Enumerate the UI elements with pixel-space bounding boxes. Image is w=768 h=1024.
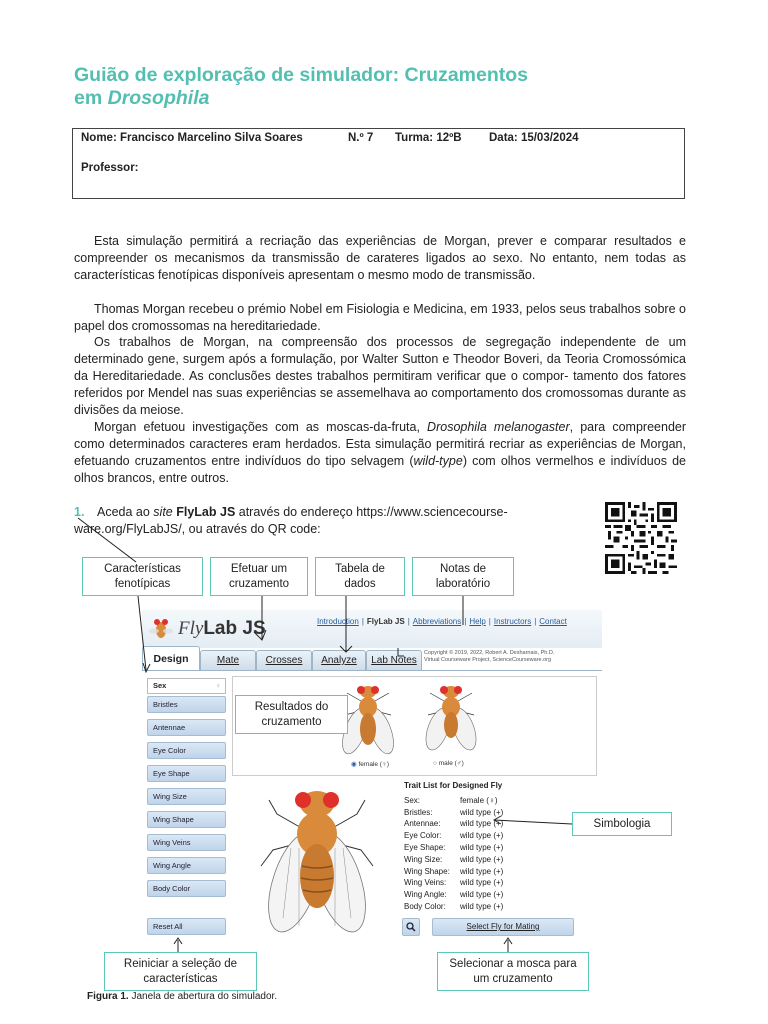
- student-class: Turma: 12ºB: [395, 132, 462, 144]
- trait-row: [404, 866, 503, 878]
- trait-button-bristles[interactable]: Bristles: [147, 696, 226, 713]
- tab-design[interactable]: Design: [142, 646, 200, 670]
- trait-key: Bristles:: [404, 807, 433, 817]
- trait-button-eye-shape[interactable]: Eye Shape: [147, 765, 226, 782]
- student-name: Nome: Francisco Marcelino Silva Soares: [81, 132, 303, 144]
- paragraph-4-e: ) com olhos vermelhos e indivíduos de olhos brancos, entre outros.: [74, 453, 686, 485]
- paragraph-4-species: Drosophila melanogaster: [427, 420, 570, 434]
- trait-button-wing-size[interactable]: Wing Size: [147, 788, 226, 805]
- trait-key: Wing Veins:: [404, 878, 447, 888]
- trait-row: [404, 901, 503, 913]
- flylab-header: [142, 610, 602, 648]
- student-number: N.º 7: [348, 132, 374, 144]
- student-date: Data: 15/03/2024: [489, 132, 579, 144]
- step-number: 1.: [74, 505, 85, 519]
- callout-results: Resultados do cruzamento: [235, 695, 348, 734]
- trait-button-eye-color[interactable]: Eye Color: [147, 742, 226, 759]
- nav-instructors[interactable]: Instructors: [493, 617, 532, 626]
- designed-fly-image[interactable]: [247, 778, 387, 938]
- step-1-site: site: [153, 505, 173, 519]
- fly-logo-icon: [148, 615, 174, 641]
- trait-key: Wing Shape:: [404, 866, 450, 876]
- tab-divider: [142, 670, 602, 671]
- title-line-2: [74, 87, 528, 110]
- trait-key: Antennae:: [404, 819, 441, 829]
- trait-button-wing-veins[interactable]: Wing Veins: [147, 834, 226, 851]
- caption-label: Figura 1.: [87, 991, 129, 1002]
- sex-select-value: Sex: [153, 681, 167, 690]
- figure-caption: [87, 991, 277, 1002]
- trait-value: wild type (+): [460, 842, 504, 852]
- trait-list-title: Trait List for Designed Fly: [404, 781, 503, 790]
- callout-lab-notes: Notas de laboratório: [412, 557, 514, 596]
- title-italic: Drosophila: [107, 87, 210, 109]
- trait-row: [404, 854, 503, 866]
- tab-lab-notes[interactable]: Lab Notes: [366, 650, 422, 670]
- flylab-logo: [178, 618, 266, 640]
- trait-value: wild type (+): [460, 890, 504, 900]
- trait-list: [404, 780, 503, 913]
- callout-reset: Reiniciar a seleção de características: [104, 952, 257, 991]
- nav-abbreviations[interactable]: Abbreviations: [412, 617, 462, 626]
- trait-button-wing-shape[interactable]: Wing Shape: [147, 811, 226, 828]
- trait-key: Eye Shape:: [404, 842, 446, 852]
- logo-lab-text: Lab JS: [203, 618, 266, 639]
- paragraph-1-text: Esta simulação permitirá a recriação das experiências de Morgan, prever e comparar resultados e compreender os mecanismos da transmissão de carateres ligados ao sexo. No entanto, nem todas as características fenotípicas disponíveis apresentam o mesmo modo de transmissão.: [74, 234, 686, 282]
- trait-value: wild type (+): [460, 854, 504, 864]
- paragraph-2-text: Thomas Morgan recebeu o prémio Nobel em Fisiologia e Medicina, em 1933, pelos seus trabalhos sobre o papel dos cromossomas na hereditariedade.: [74, 302, 686, 333]
- nav-flylab[interactable]: FlyLab JS: [366, 617, 405, 626]
- radio-selected-icon: ◉: [351, 761, 357, 768]
- step-1-a: Aceda ao: [97, 505, 154, 519]
- magnifier-icon: [406, 922, 416, 932]
- callout-data-table: Tabela de dados: [315, 557, 405, 596]
- callout-cross: Efetuar um cruzamento: [210, 557, 308, 596]
- paragraph-4-wildtype: wild-type: [413, 453, 463, 468]
- trait-value: wild type (+): [460, 807, 504, 817]
- tab-analyze[interactable]: Analyze: [312, 650, 366, 670]
- trait-button-antennae[interactable]: Antennae: [147, 719, 226, 736]
- paragraph-4-a: Morgan efetuou investigações com as moscas-da-fruta,: [94, 420, 428, 434]
- tab-crosses[interactable]: Crosses: [256, 650, 312, 670]
- trait-button-body-color[interactable]: Body Color: [147, 880, 226, 897]
- paragraph-4: [74, 419, 686, 487]
- paragraph-2: [74, 301, 686, 335]
- copyright-line-1: Copyright © 2019, 2022, Robert A. Desharnais, Ph.D.: [424, 650, 555, 656]
- male-fly-image[interactable]: [416, 679, 486, 759]
- student-info-row: [81, 132, 579, 144]
- step-1-flylab: FlyLab JS: [176, 505, 236, 519]
- paragraph-3-text: Os trabalhos de Morgan, na compreensão dos processos de segregação independente de um determinado gene, surgem após a formulação, por Walter Sutton e Theodor Boveri, da Teoria Cromossómica da Hereditariedade. As conclusões destes trabalhos permitiram verificar que o compor- tamento dos fatores referidos por Mendel nas suas experiências se assemelhava ao comportamento dos cromossomas durante as divisões da meiose.: [74, 335, 686, 417]
- paragraph-4-c: , para compreender como determinados caracteres eram herdados. Esta simulação permitirá recriar as experiências de Morgan, efetuando cruzamentos entre indivíduos do tipo selvagem (: [74, 420, 687, 468]
- trait-key: Body Color:: [404, 901, 446, 911]
- trait-value: female (♀): [460, 795, 498, 805]
- trait-key: Wing Angle:: [404, 890, 447, 900]
- copyright-line-2: Virtual Courseware Project, ScienceCourseware.org: [424, 657, 552, 663]
- logo-fly-text: Fly: [178, 618, 204, 639]
- tab-mate[interactable]: Mate: [200, 650, 256, 670]
- paragraph-1: [74, 233, 686, 284]
- callout-traits: Características fenotípicas: [82, 557, 203, 596]
- trait-key: Wing Size:: [404, 854, 443, 864]
- trait-value: wild type (+): [460, 819, 504, 829]
- trait-value: wild type (+): [460, 866, 504, 876]
- female-symbol-icon: ♀: [215, 681, 221, 690]
- qr-code-icon[interactable]: [604, 502, 678, 574]
- trait-row: [404, 889, 503, 901]
- radio-male-label: male (♂): [438, 760, 464, 767]
- radio-male[interactable]: [433, 760, 464, 767]
- trait-button-wing-angle[interactable]: Wing Angle: [147, 857, 226, 874]
- title-prefix: em: [74, 87, 108, 109]
- trait-row: [404, 818, 503, 830]
- title-line-1: Guião de exploração de simulador: Cruzamentos: [74, 64, 529, 86]
- reset-all-button[interactable]: Reset All: [147, 918, 226, 935]
- step-1-e: através do endereço https://www.sciencecourse-ware.org/FlyLabJS/, ou através do QR code:: [74, 505, 508, 536]
- trait-row: [404, 830, 503, 842]
- step-1: [74, 504, 564, 538]
- flylab-window: [142, 610, 602, 950]
- top-nav: Introduction | FlyLab JS | Abbreviations | Help | Instructors | Contact: [317, 617, 567, 626]
- trait-key: Eye Color:: [404, 831, 442, 841]
- select-fly-button[interactable]: Select Fly for Mating: [432, 918, 574, 936]
- copyright-text: [424, 650, 599, 664]
- callout-select-fly: Selecionar a mosca para um cruzamento: [437, 952, 589, 991]
- page-title: [74, 64, 528, 110]
- trait-row: [404, 842, 503, 854]
- trait-row: [404, 877, 503, 889]
- radio-female[interactable]: [351, 760, 389, 768]
- paragraph-3: [74, 334, 686, 419]
- nav-help[interactable]: Help: [469, 617, 486, 626]
- nav-introduction[interactable]: Introduction: [317, 617, 359, 626]
- trait-key: Sex:: [404, 795, 421, 805]
- caption-text: Janela de abertura do simulador.: [128, 991, 278, 1002]
- trait-row: [404, 807, 503, 819]
- sex-select[interactable]: [147, 678, 226, 694]
- teacher-field: Professor:: [81, 162, 139, 174]
- callout-symbology: Simbologia: [572, 812, 672, 836]
- student-info-box: [72, 128, 685, 199]
- search-button[interactable]: [402, 918, 420, 936]
- nav-contact[interactable]: Contact: [539, 617, 567, 626]
- trait-value: wild type (+): [460, 831, 504, 841]
- radio-female-label: female (♀): [358, 761, 390, 768]
- trait-value: wild type (+): [460, 878, 504, 888]
- trait-row: [404, 795, 503, 807]
- trait-value: wild type (+): [460, 901, 504, 911]
- radio-empty-icon: ○: [433, 760, 437, 767]
